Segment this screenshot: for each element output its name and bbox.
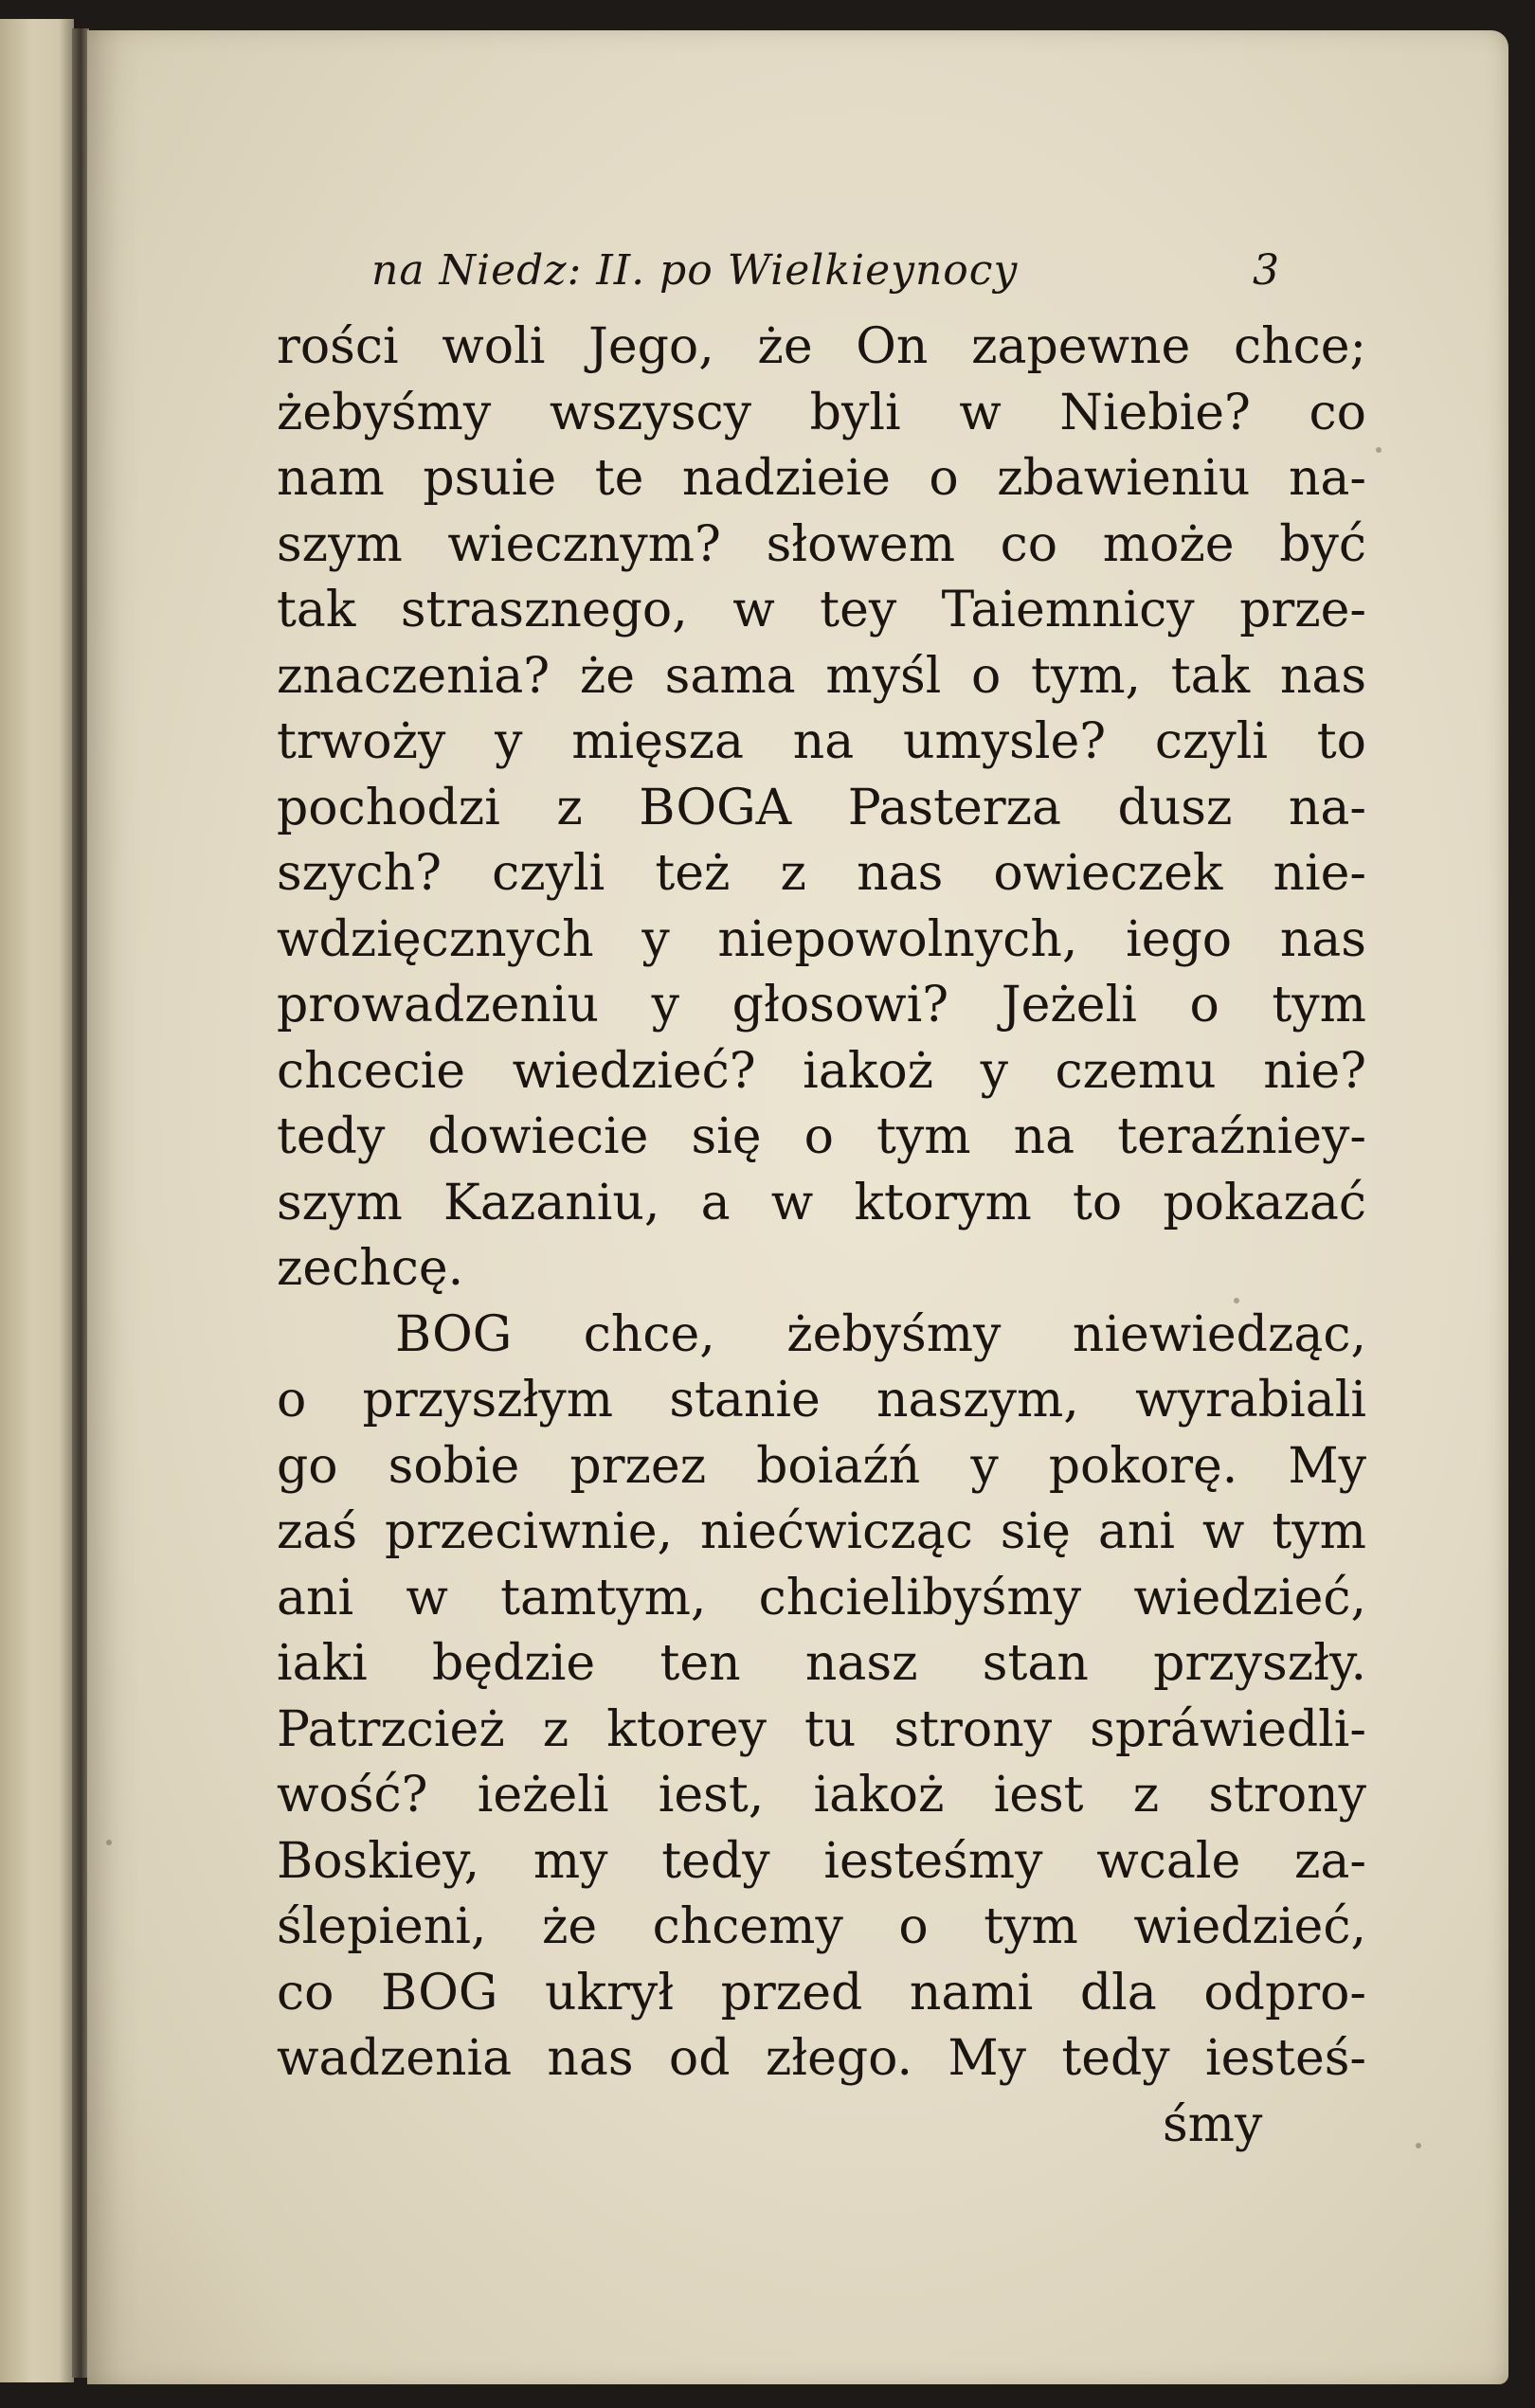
paper-speck xyxy=(106,1840,112,1845)
text-line: pochodzi z BOGA Pasterza dusz na- xyxy=(277,779,1366,836)
body-text xyxy=(277,314,1366,2158)
text-line: znaczenia? że sama myśl o tym, tak nas xyxy=(277,647,1366,705)
text-line: ani w tamtym, chcielibyśmy wiedzieć, xyxy=(277,1569,1366,1626)
paragraph-first-line: BOG chce, żebyśmy niewiedząc, xyxy=(395,1305,1366,1363)
text-line: trwoży y mięsza na umysle? czyli to xyxy=(277,713,1366,770)
text-line: o przyszłym stanie naszym, wyrabiali xyxy=(277,1372,1366,1429)
text-line: nam psuie te nadzieie o zbawieniu na- xyxy=(277,450,1366,507)
text-line: szym Kazaniu, a w ktorym to pokazać xyxy=(277,1174,1366,1231)
text-line: zechcę. xyxy=(277,1240,464,1297)
previous-page-edge xyxy=(0,19,74,2382)
paper-speck xyxy=(1234,1298,1239,1303)
catchword: śmy xyxy=(1163,2095,1263,2153)
paper-speck xyxy=(1416,2143,1421,2148)
text-line: wość? ieżeli iest, iakoż iest z strony xyxy=(277,1767,1366,1824)
page-header xyxy=(371,246,1319,303)
text-line: go sobie przez boiaźń y pokorę. My xyxy=(277,1437,1366,1495)
text-line: prowadzeniu y głosowi? Jeżeli o tym xyxy=(277,977,1366,1033)
text-line: chcecie wiedzieć? iakoż y czemu nie? xyxy=(277,1042,1366,1100)
text-line: szym wiecznym? słowem co może być xyxy=(277,515,1366,573)
text-line: tedy dowiecie się o tym na teraźniey- xyxy=(277,1108,1366,1165)
text-line: iaki będzie ten nasz stan przyszły. xyxy=(277,1635,1366,1692)
text-line: tak strasznego, w tey Taiemnicy prze- xyxy=(277,582,1366,638)
text-line: rości woli Jego, że On zapewne chce; xyxy=(277,318,1366,375)
text-line: Boskiey, my tedy iesteśmy wcale za- xyxy=(277,1832,1366,1890)
text-line: żebyśmy wszyscy byli w Niebie? co xyxy=(277,384,1366,441)
text-line: szych? czyli też z nas owieczek nie- xyxy=(277,845,1366,902)
running-title: na Niedz: II. po Wielkieynocy xyxy=(371,246,1019,295)
page-number: 3 xyxy=(1253,246,1279,295)
page-sheet xyxy=(87,30,1508,2384)
text-line: zaś przeciwnie, niećwicząc się ani w tym xyxy=(277,1503,1366,1560)
text-line: wadzenia nas od złego. My tedy iesteś- xyxy=(277,2030,1366,2087)
paper-speck xyxy=(1376,447,1382,453)
text-line: Patrzcież z ktorey tu strony spráwiedli- xyxy=(277,1700,1366,1758)
text-line: wdzięcznych y niepowolnych, iego nas xyxy=(277,910,1366,968)
text-line: ślepieni, że chcemy o tym wiedzieć, xyxy=(277,1898,1366,1955)
text-line: co BOG ukrył przed nami dla odpro- xyxy=(277,1964,1366,2022)
